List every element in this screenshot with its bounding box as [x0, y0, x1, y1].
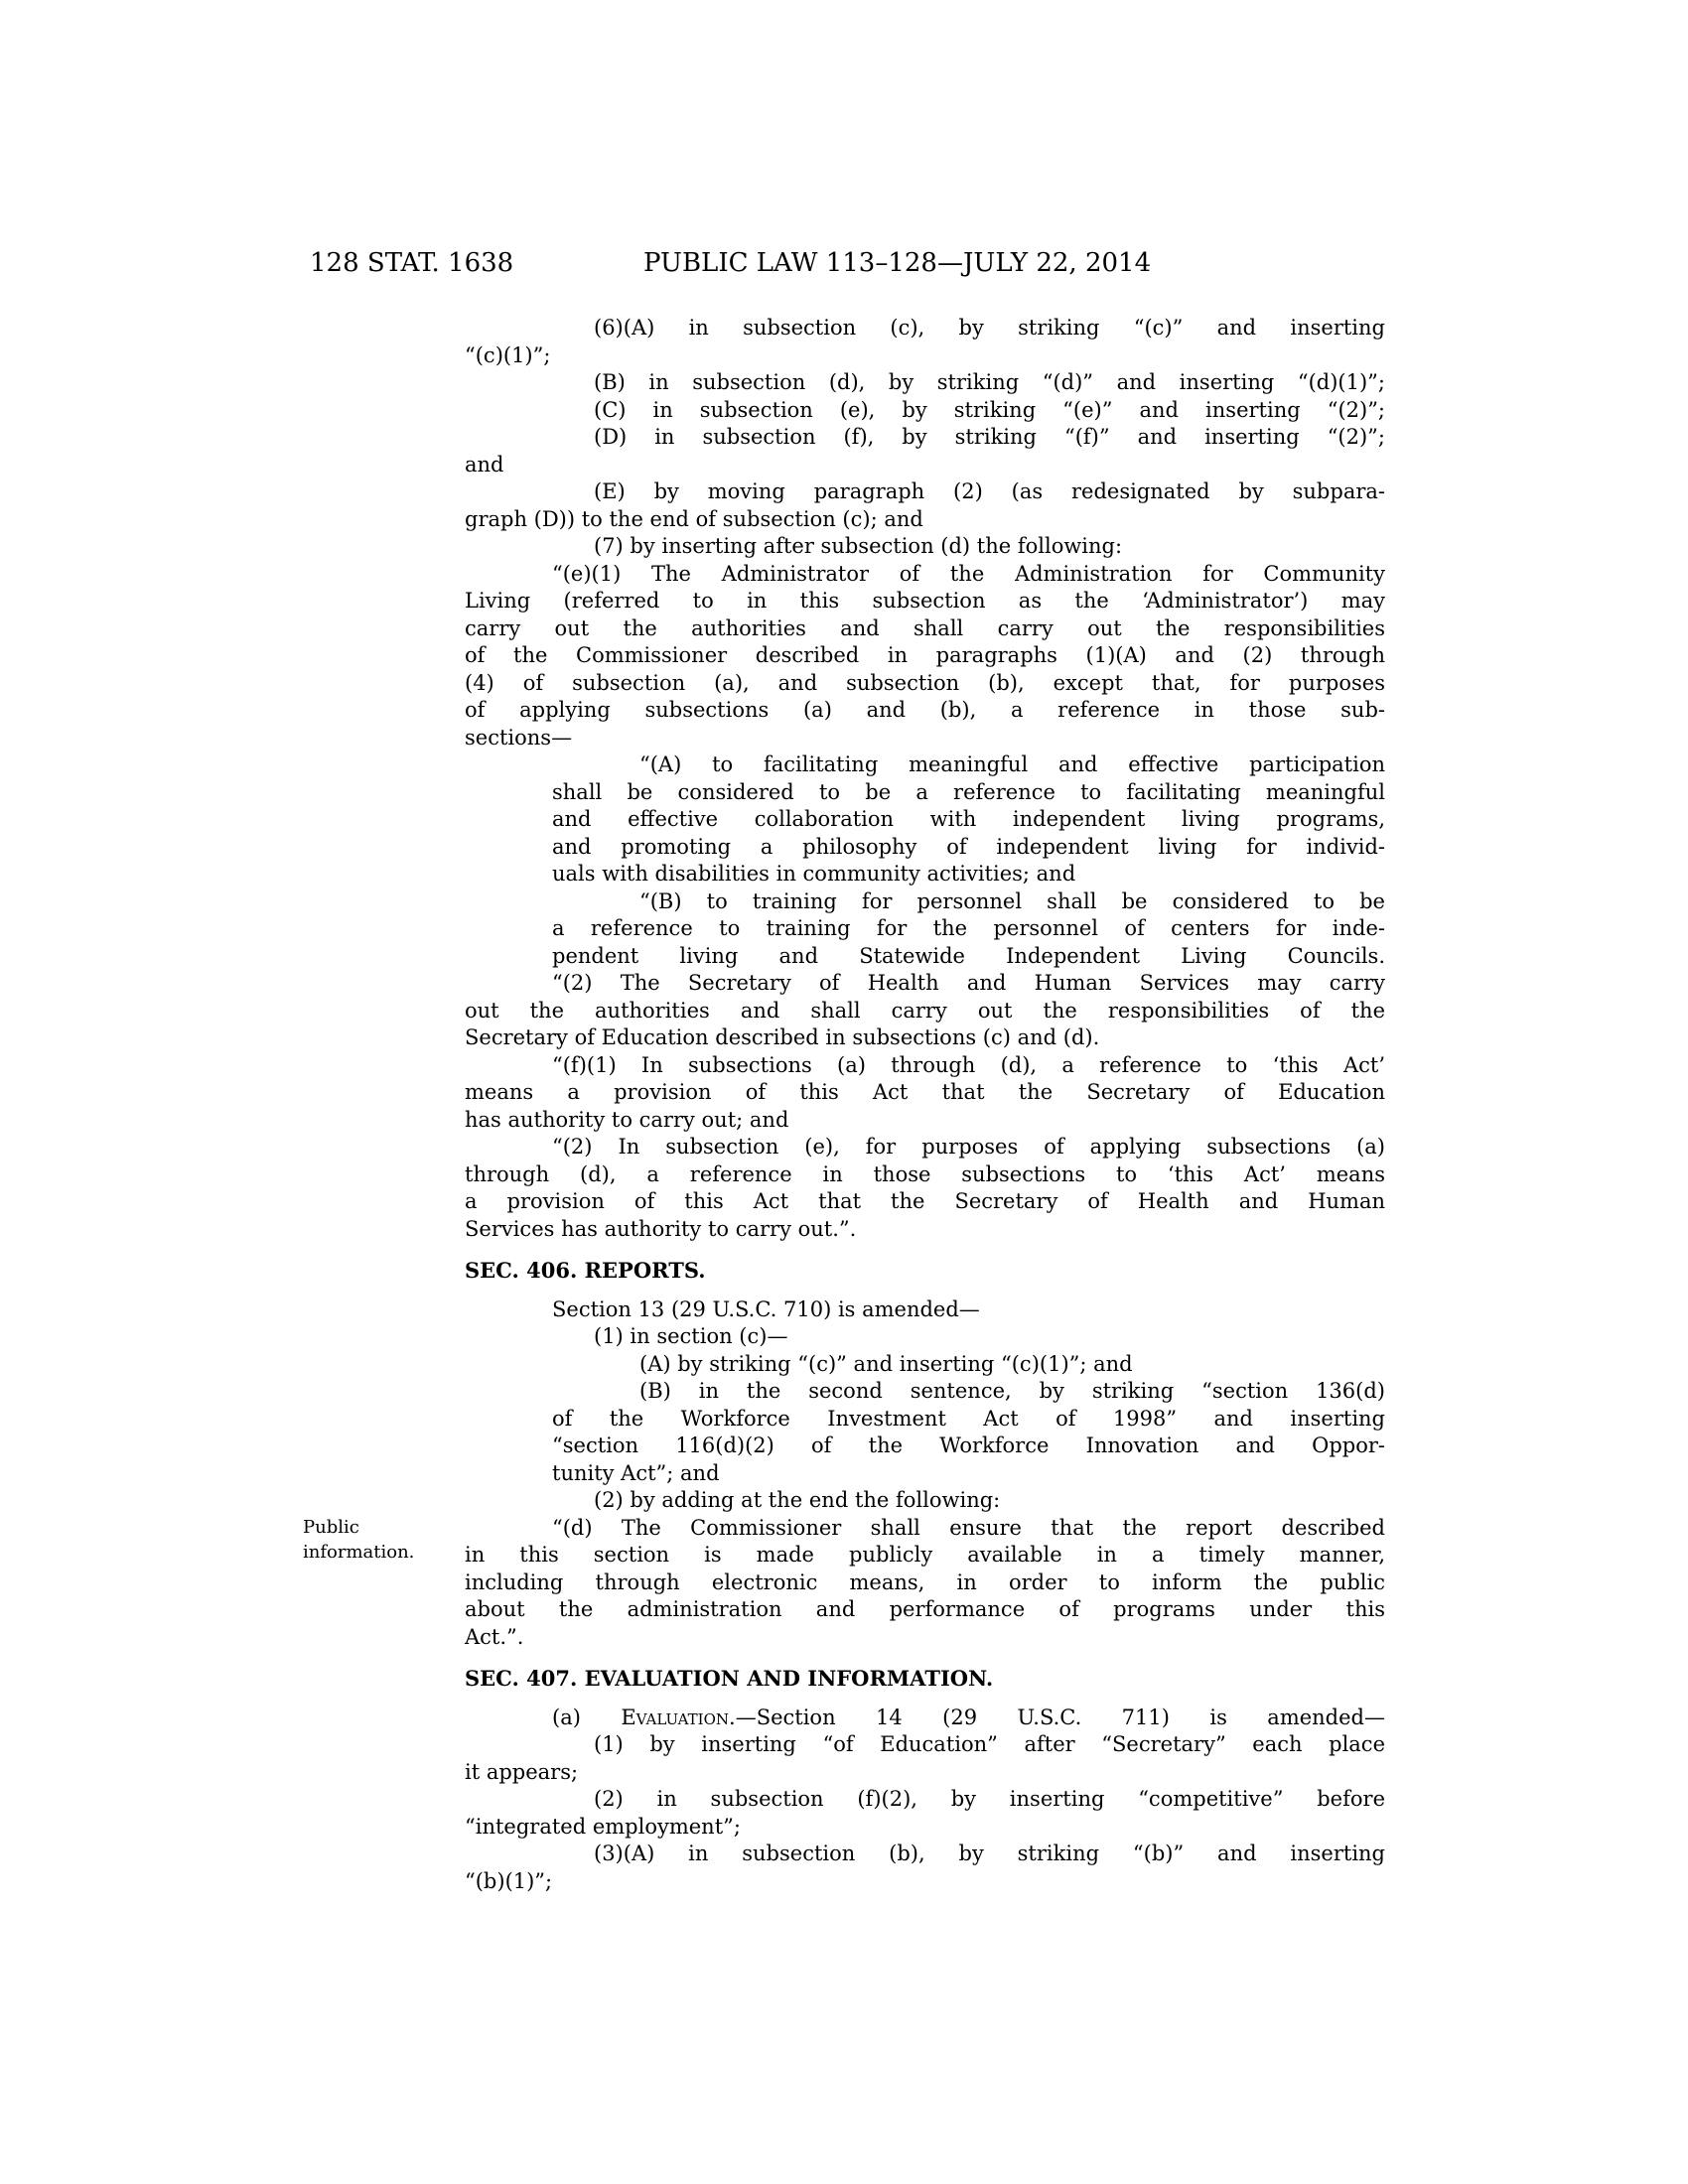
text-line: (7) by inserting after subsection (d) the following:: [594, 534, 1123, 558]
text-line: means a provision of this Act that the Secretary of Education: [465, 1080, 1385, 1104]
text-line: through (d), a reference in those subsections to ‘this Act’ means: [465, 1161, 1385, 1186]
text-line: uals with disabilities in community activities; and: [552, 862, 1076, 886]
document-body: [465, 315, 1385, 1895]
stat-page-number: 128 STAT. 1638: [310, 248, 514, 278]
text-line: “section 116(d)(2) of the Workforce Innovation and Oppor-: [552, 1433, 1385, 1457]
smallcaps-text: Evaluation: [621, 1705, 730, 1729]
text-line: “(f)(1) In subsections (a) through (d), a reference to ‘this Act’: [552, 1052, 1385, 1077]
text-line: tunity Act”; and: [552, 1460, 720, 1485]
text-line: “(A) to facilitating meaningful and effective participation: [639, 752, 1385, 776]
text-segment: (a): [552, 1705, 622, 1729]
text-line: (B) in subsection (d), by striking “(d)” and inserting “(d)(1)”;: [594, 370, 1385, 394]
text-segment: .—Section 14 (29 U.S.C. 711) is amended—: [729, 1705, 1385, 1729]
text-line: in this section is made publicly available in a timely manner,: [465, 1543, 1385, 1567]
text-line: Services has authority to carry out.”.: [465, 1216, 857, 1241]
text-line: “(d) The Commissioner shall ensure that the report described: [552, 1515, 1385, 1540]
text-line: (D) in subsection (f), by striking “(f)” and inserting “(2)”;: [594, 425, 1385, 449]
text-line: “(b)(1)”;: [465, 1868, 553, 1893]
text-line: a reference to training for the personnel of centers for inde-: [552, 916, 1385, 940]
text-line: “(e)(1) The Administrator of the Administration for Community: [552, 561, 1385, 586]
text-line: and: [465, 452, 504, 477]
text-line: of applying subsections (a) and (b), a reference in those sub-: [465, 698, 1385, 722]
text-line: (2) in subsection (f)(2), by inserting “competitive” before: [594, 1787, 1385, 1811]
text-line: including through electronic means, in order to inform the public: [465, 1570, 1385, 1594]
text-line: Section 13 (29 U.S.C. 710) is amended—: [552, 1297, 980, 1321]
section-heading: SEC. 407. EVALUATION AND INFORMATION.: [465, 1666, 994, 1691]
text-line: (6)(A) in subsection (c), by striking “(c)” and inserting: [594, 316, 1385, 340]
text-line: has authority to carry out; and: [465, 1107, 789, 1132]
text-line: pendent living and Statewide Independent Living Councils.: [552, 943, 1385, 968]
text-line: sections—: [465, 725, 573, 750]
text-line: Living (referred to in this subsection as the ‘Administrator’) may: [465, 589, 1385, 613]
text-line: (E) by moving paragraph (2) (as redesignated by subpara-: [594, 479, 1385, 503]
text-line: of the Commissioner described in paragraphs (1)(A) and (2) through: [465, 643, 1385, 667]
text-line: (1) by inserting “of Education” after “Secretary” each place: [594, 1732, 1385, 1756]
text-line: “(B) to training for personnel shall be considered to be: [639, 888, 1385, 913]
text-line: “(2) The Secretary of Health and Human Services may carry: [552, 971, 1385, 995]
text-line: Secretary of Education described in subsections (c) and (d).: [465, 1025, 1100, 1049]
public-law-header: PUBLIC LAW 113–128—JULY 22, 2014: [643, 248, 1152, 278]
text-line: (4) of subsection (a), and subsection (b), except that, for purposes: [465, 670, 1385, 695]
margin-note: Public information.: [303, 1517, 415, 1563]
text-line: out the authorities and shall carry out the responsibilities of the: [465, 998, 1385, 1023]
text-line: a provision of this Act that the Secretary of Health and Human: [465, 1189, 1385, 1213]
text-line: (1) in section (c)—: [594, 1324, 788, 1348]
text-line: graph (D)) to the end of subsection (c); and: [465, 506, 923, 531]
text-line: and effective collaboration with independent living programs,: [552, 807, 1385, 831]
text-line: (2) by adding at the end the following:: [594, 1488, 1001, 1512]
text-line: Act.”.: [465, 1624, 524, 1649]
text-line: it appears;: [465, 1759, 579, 1784]
text-line: carry out the authorities and shall carry out the responsibilities: [465, 615, 1385, 640]
text-line: of the Workforce Investment Act of 1998” and inserting: [552, 1406, 1385, 1431]
section-heading: SEC. 406. REPORTS.: [465, 1258, 706, 1283]
text-line: (C) in subsection (e), by striking “(e)” and inserting “(2)”;: [594, 397, 1385, 422]
text-line: [465, 1705, 1385, 1732]
text-line: (B) in the second sentence, by striking “section 136(d): [639, 1379, 1385, 1403]
text-line: and promoting a philosophy of independent living for individ-: [552, 834, 1385, 859]
text-line: “integrated employment”;: [465, 1814, 741, 1839]
text-line: (A) by striking “(c)” and inserting “(c)(1)”; and: [639, 1351, 1133, 1376]
text-line: “(2) In subsection (e), for purposes of applying subsections (a): [552, 1135, 1385, 1159]
text-line: (3)(A) in subsection (b), by striking “(b)” and inserting: [594, 1842, 1385, 1865]
text-line: shall be considered to be a reference to facilitating meaningful: [552, 779, 1385, 804]
text-line: “(c)(1)”;: [465, 342, 551, 367]
text-line: about the administration and performance of programs under this: [465, 1597, 1385, 1621]
